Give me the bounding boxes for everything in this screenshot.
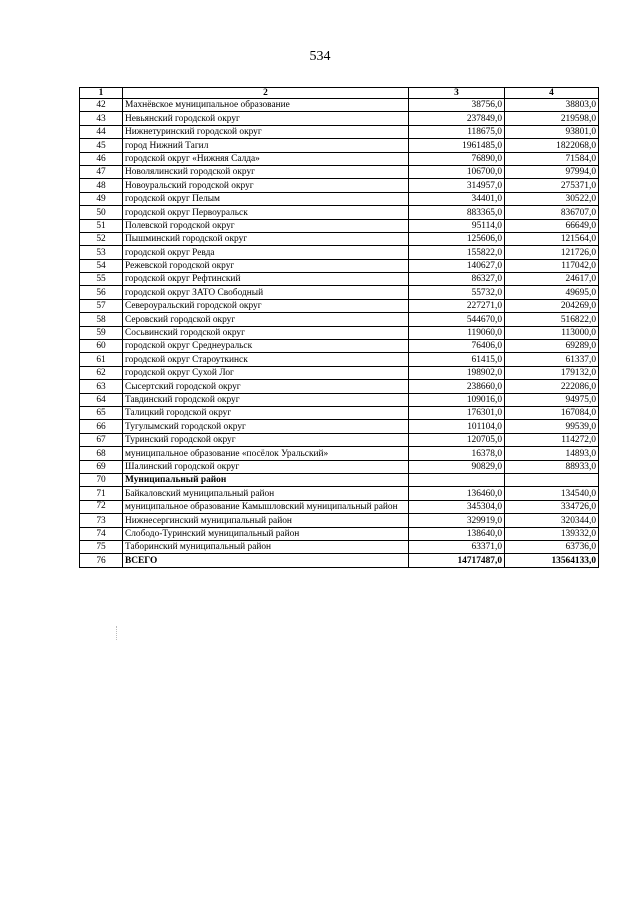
municipality-name-cell: Талицкий городской округ <box>123 406 409 419</box>
value-col-3-cell: 109016,0 <box>409 393 505 406</box>
value-col-3-cell: 76406,0 <box>409 340 505 353</box>
table-row <box>80 433 599 446</box>
row-number-cell: 44 <box>80 125 123 138</box>
value-col-3-cell: 125606,0 <box>409 232 505 245</box>
value-col-4-cell: 71584,0 <box>505 152 599 165</box>
header-col-1: 1 <box>80 88 123 99</box>
row-number-cell: 68 <box>80 447 123 460</box>
municipality-name-cell: городской округ Среднеуральск <box>123 340 409 353</box>
municipality-name-cell: город Нижний Тагил <box>123 139 409 152</box>
value-col-4-cell: 49695,0 <box>505 286 599 299</box>
municipality-name-cell: Муниципальный район <box>123 473 409 486</box>
municipality-name-cell: Таборинский муниципальный район <box>123 540 409 553</box>
table-row <box>80 447 599 460</box>
municipality-name-cell: городской округ «Нижняя Салда» <box>123 152 409 165</box>
value-col-3-cell: 106700,0 <box>409 165 505 178</box>
row-number-cell: 63 <box>80 380 123 393</box>
value-col-4-cell: 516822,0 <box>505 313 599 326</box>
row-number-cell: 67 <box>80 433 123 446</box>
municipality-name-cell: Невьянский городской округ <box>123 112 409 125</box>
value-col-4-cell: 38803,0 <box>505 99 599 112</box>
value-col-4-cell: 121726,0 <box>505 246 599 259</box>
value-col-4-cell: 117042,0 <box>505 259 599 272</box>
value-col-3-cell: 238660,0 <box>409 380 505 393</box>
table-row <box>80 473 599 486</box>
table-row <box>80 152 599 165</box>
value-col-4-cell: 30522,0 <box>505 192 599 205</box>
municipality-name-cell: городской округ Рефтинский <box>123 273 409 286</box>
value-col-3-cell: 118675,0 <box>409 125 505 138</box>
value-col-4-cell: 204269,0 <box>505 299 599 312</box>
value-col-4-cell: 320344,0 <box>505 514 599 527</box>
table-header-row <box>80 88 599 99</box>
row-number-cell: 58 <box>80 313 123 326</box>
row-number-cell: 61 <box>80 353 123 366</box>
municipality-name-cell: городской округ Первоуральск <box>123 206 409 219</box>
value-col-4-cell: 63736,0 <box>505 540 599 553</box>
municipality-name-cell: Режевской городской округ <box>123 259 409 272</box>
municipality-name-cell: Туринский городской округ <box>123 433 409 446</box>
scan-speck <box>116 626 118 640</box>
row-number-cell: 66 <box>80 420 123 433</box>
value-col-3-cell: 227271,0 <box>409 299 505 312</box>
municipality-name-cell: Серовский городской округ <box>123 313 409 326</box>
municipality-name-cell: Новоуральский городской округ <box>123 179 409 192</box>
table-row <box>80 246 599 259</box>
row-number-cell: 74 <box>80 527 123 540</box>
table-row <box>80 514 599 527</box>
table-row <box>80 165 599 178</box>
row-number-cell: 70 <box>80 473 123 486</box>
value-col-4-cell: 113000,0 <box>505 326 599 339</box>
header-col-2: 2 <box>123 88 409 99</box>
municipality-name-cell: Махнёвское муниципальное образование <box>123 99 409 112</box>
table-row <box>80 554 599 567</box>
table-row <box>80 313 599 326</box>
table-row <box>80 326 599 339</box>
table-row <box>80 406 599 419</box>
value-col-4-cell: 139332,0 <box>505 527 599 540</box>
municipality-name-cell: городской округ Ревда <box>123 246 409 259</box>
municipality-name-cell: Нижнесергинский муниципальный район <box>123 514 409 527</box>
value-col-3-cell <box>409 473 505 486</box>
value-col-4-cell: 66649,0 <box>505 219 599 232</box>
value-col-3-cell: 34401,0 <box>409 192 505 205</box>
row-number-cell: 45 <box>80 139 123 152</box>
row-number-cell: 52 <box>80 232 123 245</box>
value-col-3-cell: 138640,0 <box>409 527 505 540</box>
value-col-4-cell: 219598,0 <box>505 112 599 125</box>
value-col-3-cell: 55732,0 <box>409 286 505 299</box>
value-col-3-cell: 198902,0 <box>409 366 505 379</box>
row-number-cell: 42 <box>80 99 123 112</box>
value-col-4-cell: 836707,0 <box>505 206 599 219</box>
row-number-cell: 53 <box>80 246 123 259</box>
value-col-4-cell: 14893,0 <box>505 447 599 460</box>
municipality-name-cell: Полевской городской округ <box>123 219 409 232</box>
row-number-cell: 62 <box>80 366 123 379</box>
municipality-name-cell: городской округ Пелым <box>123 192 409 205</box>
value-col-3-cell: 120705,0 <box>409 433 505 446</box>
table-row <box>80 353 599 366</box>
row-number-cell: 48 <box>80 179 123 192</box>
row-number-cell: 57 <box>80 299 123 312</box>
row-number-cell: 75 <box>80 540 123 553</box>
row-number-cell: 50 <box>80 206 123 219</box>
municipality-name-cell: муниципальное образование «посёлок Уральский» <box>123 447 409 460</box>
row-number-cell: 69 <box>80 460 123 473</box>
value-col-3-cell: 140627,0 <box>409 259 505 272</box>
table-body <box>80 88 599 568</box>
row-number-cell: 60 <box>80 340 123 353</box>
table-row <box>80 125 599 138</box>
value-col-4-cell: 114272,0 <box>505 433 599 446</box>
value-col-3-cell: 329919,0 <box>409 514 505 527</box>
table-row <box>80 179 599 192</box>
table-row <box>80 340 599 353</box>
row-number-cell: 59 <box>80 326 123 339</box>
row-number-cell: 49 <box>80 192 123 205</box>
table-row <box>80 192 599 205</box>
value-col-3-cell: 136460,0 <box>409 487 505 500</box>
value-col-3-cell: 1961485,0 <box>409 139 505 152</box>
value-col-3-cell: 119060,0 <box>409 326 505 339</box>
value-col-4-cell: 179132,0 <box>505 366 599 379</box>
municipality-name-cell: ВСЕГО <box>123 554 409 567</box>
table-row <box>80 393 599 406</box>
value-col-4-cell: 99539,0 <box>505 420 599 433</box>
value-col-3-cell: 544670,0 <box>409 313 505 326</box>
table-row <box>80 206 599 219</box>
municipality-name-cell: Тугулымский городской округ <box>123 420 409 433</box>
header-col-4: 4 <box>505 88 599 99</box>
table-row <box>80 380 599 393</box>
row-number-cell: 64 <box>80 393 123 406</box>
value-col-4-cell: 134540,0 <box>505 487 599 500</box>
row-number-cell: 51 <box>80 219 123 232</box>
municipality-name-cell: муниципальное образование Камышловский муниципальный район <box>123 500 409 513</box>
value-col-4-cell: 334726,0 <box>505 500 599 513</box>
value-col-3-cell: 86327,0 <box>409 273 505 286</box>
value-col-4-cell: 167084,0 <box>505 406 599 419</box>
table-row <box>80 112 599 125</box>
value-col-3-cell: 101104,0 <box>409 420 505 433</box>
municipality-name-cell: городской округ ЗАТО Свободный <box>123 286 409 299</box>
value-col-3-cell: 176301,0 <box>409 406 505 419</box>
value-col-4-cell: 24617,0 <box>505 273 599 286</box>
value-col-4-cell: 121564,0 <box>505 232 599 245</box>
row-number-cell: 56 <box>80 286 123 299</box>
value-col-4-cell: 69289,0 <box>505 340 599 353</box>
table-row <box>80 273 599 286</box>
value-col-4-cell: 88933,0 <box>505 460 599 473</box>
municipality-name-cell: Байкаловский муниципальный район <box>123 487 409 500</box>
municipality-name-cell: городской округ Староуткинск <box>123 353 409 366</box>
value-col-3-cell: 314957,0 <box>409 179 505 192</box>
table-row <box>80 366 599 379</box>
value-col-4-cell: 222086,0 <box>505 380 599 393</box>
table-row <box>80 487 599 500</box>
value-col-4-cell: 275371,0 <box>505 179 599 192</box>
value-col-3-cell: 95114,0 <box>409 219 505 232</box>
value-col-4-cell <box>505 473 599 486</box>
table-row <box>80 420 599 433</box>
value-col-3-cell: 76890,0 <box>409 152 505 165</box>
value-col-3-cell: 38756,0 <box>409 99 505 112</box>
municipality-name-cell: Тавдинский городской округ <box>123 393 409 406</box>
header-col-3: 3 <box>409 88 505 99</box>
row-number-cell: 72 <box>80 500 123 513</box>
value-col-4-cell: 94975,0 <box>505 393 599 406</box>
municipality-name-cell: Слободо-Туринский муниципальный район <box>123 527 409 540</box>
table-row <box>80 286 599 299</box>
municipality-name-cell: Сосьвинский городской округ <box>123 326 409 339</box>
value-col-3-cell: 155822,0 <box>409 246 505 259</box>
municipality-name-cell: Сысертский городской округ <box>123 380 409 393</box>
table-row <box>80 540 599 553</box>
value-col-4-cell: 1822068,0 <box>505 139 599 152</box>
table-row <box>80 527 599 540</box>
row-number-cell: 65 <box>80 406 123 419</box>
table-row <box>80 500 599 513</box>
row-number-cell: 76 <box>80 554 123 567</box>
value-col-3-cell: 345304,0 <box>409 500 505 513</box>
municipality-name-cell: Нижнетуринский городской округ <box>123 125 409 138</box>
row-number-cell: 46 <box>80 152 123 165</box>
municipality-name-cell: Новолялинский городской округ <box>123 165 409 178</box>
municipality-name-cell: Шалинский городской округ <box>123 460 409 473</box>
value-col-3-cell: 16378,0 <box>409 447 505 460</box>
table-row <box>80 139 599 152</box>
row-number-cell: 43 <box>80 112 123 125</box>
municipality-name-cell: Пышминский городской округ <box>123 232 409 245</box>
value-col-4-cell: 61337,0 <box>505 353 599 366</box>
budget-table <box>79 87 599 568</box>
value-col-4-cell: 93801,0 <box>505 125 599 138</box>
table-row <box>80 99 599 112</box>
table-row <box>80 219 599 232</box>
value-col-3-cell: 90829,0 <box>409 460 505 473</box>
municipality-name-cell: Североуральский городской округ <box>123 299 409 312</box>
table-row <box>80 460 599 473</box>
municipality-name-cell: городской округ Сухой Лог <box>123 366 409 379</box>
table-row <box>80 299 599 312</box>
value-col-3-cell: 61415,0 <box>409 353 505 366</box>
value-col-3-cell: 883365,0 <box>409 206 505 219</box>
page-number: 534 <box>309 49 331 64</box>
row-number-cell: 47 <box>80 165 123 178</box>
row-number-cell: 73 <box>80 514 123 527</box>
value-col-4-cell: 97994,0 <box>505 165 599 178</box>
row-number-cell: 54 <box>80 259 123 272</box>
value-col-3-cell: 237849,0 <box>409 112 505 125</box>
value-col-3-cell: 14717487,0 <box>409 554 505 567</box>
value-col-4-cell: 13564133,0 <box>505 554 599 567</box>
value-col-3-cell: 63371,0 <box>409 540 505 553</box>
row-number-cell: 55 <box>80 273 123 286</box>
table-row <box>80 232 599 245</box>
table-row <box>80 259 599 272</box>
row-number-cell: 71 <box>80 487 123 500</box>
